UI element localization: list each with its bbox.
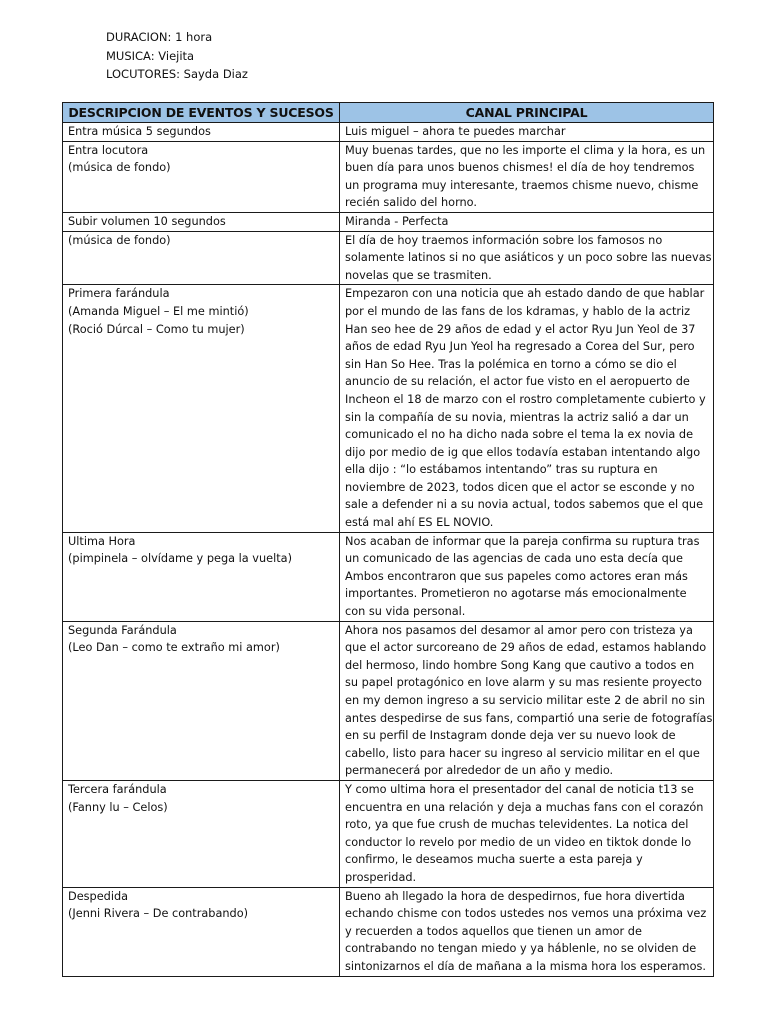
content-text-line: ella dijo : “lo estábamos intentando” tras su ruptura en (345, 463, 658, 477)
content-text-line: Bueno ah llegado la hora de despedirnos, fue hora divertida (345, 889, 685, 903)
event-text-line: (música de fondo) (68, 161, 171, 175)
content-text-line: comunicado el no ha dicho nada sobre el tema la ex novia de (345, 428, 694, 442)
document-header (106, 28, 248, 84)
content-text-line: por el mundo de las fans de los kdramas, y hablo de la actriz (345, 304, 691, 318)
content-text-line: dijo por medio de ig que ellos todavía estaban intentando algo (345, 445, 701, 459)
table-row (63, 141, 714, 212)
table-row (63, 231, 714, 285)
content-text-line: sale a defender ni a su novia actual, todos sabemos que el que (345, 498, 704, 512)
content-text-line: sin Han So Hee. Tras la polémica en torno a cómo se dio el (345, 357, 677, 371)
event-text-line: Primera farándula (68, 287, 170, 301)
table-row (63, 532, 714, 621)
content-text-line: buen día para unos buenos chismes! el día de hoy tendremos (345, 161, 695, 175)
table-header-row (63, 103, 714, 123)
event-cell (63, 285, 340, 532)
event-text-line: (música de fondo) (68, 233, 171, 247)
table-row (63, 212, 714, 231)
event-text-line: (Roció Dúrcal – Como tu mujer) (68, 322, 245, 336)
event-text-line: Despedida (68, 889, 129, 903)
content-text-line: sin la compañía de su novia, mientras la actriz salió a dar un (345, 410, 689, 424)
content-cell (340, 887, 714, 976)
event-cell (63, 887, 340, 976)
content-text-line: Empezaron con una noticia que ah estado dando de que hablar (345, 287, 705, 301)
event-cell (63, 212, 340, 231)
event-text-line: Tercera farándula (68, 782, 167, 796)
content-text-line: importantes. Prometieron no agotarse más emocionalmente (345, 587, 687, 601)
content-text-line: permanecerá por alrededor de un año y medio. (345, 764, 614, 778)
content-text-line: contrabando no tengan miedo y ya háblenle, no se olviden de (345, 942, 697, 956)
content-text-line: en su perfil de Instagram donde deja ver su nuevo look de (345, 729, 676, 743)
column-header-events: DESCRIPCION DE EVENTOS Y SUCESOS (63, 103, 340, 123)
event-text-line: (Amanda Miguel – El me mintió) (68, 304, 249, 318)
column-header-channel: CANAL PRINCIPAL (340, 103, 714, 123)
content-text-line: antes despedirse de sus fans, compartió una serie de fotografías (345, 711, 713, 725)
content-text-line: solamente latinos si no que asiáticos y un poco sobre las nuevas (345, 251, 712, 265)
content-text-line: está mal ahí ES EL NOVIO. (345, 516, 494, 530)
content-text-line: roto, ya que fue crush de muchas televidentes. La notica del (345, 818, 689, 832)
event-cell (63, 780, 340, 887)
content-text-line: novelas que se trasmiten. (345, 268, 492, 282)
table-row (63, 285, 714, 532)
content-text-line: recién salido del horno. (345, 196, 477, 210)
content-text-line: prosperidad. (345, 870, 417, 884)
content-text-line: años de edad Ryu Jun Yeol ha regresado a Corea del Sur, pero (345, 340, 695, 354)
event-text-line: (Leo Dan – como te extraño mi amor) (68, 641, 280, 655)
content-text-line: del hermoso, lindo hombre Song Kang que cautivo a todos en (345, 658, 695, 672)
event-text-line: (pimpinela – olvídame y pega la vuelta) (68, 552, 292, 566)
content-text-line: noviembre de 2023, todos dicen que el actor se esconde y no (345, 480, 695, 494)
content-text-line: un programa muy interesante, traemos chisme nuevo, chisme (345, 178, 699, 192)
content-text-line: que el actor surcoreano de 29 años de edad, estamos hablando (345, 641, 707, 655)
content-text-line: Han seo hee de 29 años de edad y el actor Ryu Jun Yeol de 37 (345, 322, 696, 336)
table-row (63, 887, 714, 976)
content-cell (340, 780, 714, 887)
content-text-line: anuncio de su relación, el actor fue visto en el aeropuerto de (345, 375, 690, 389)
content-text-line: Miranda - Perfecta (345, 214, 449, 228)
content-text-line: Ambos encontraron que sus papeles como actores eran más (345, 569, 688, 583)
content-text-line: Ahora nos pasamos del desamor al amor pero con tristeza ya (345, 623, 693, 637)
table-body (63, 123, 714, 977)
content-text-line: Nos acaban de informar que la pareja confirma su ruptura tras (345, 534, 700, 548)
event-text-line: Entra locutora (68, 143, 149, 157)
event-text-line: Subir volumen 10 segundos (68, 214, 226, 228)
content-cell (340, 123, 714, 142)
event-cell (63, 621, 340, 780)
table-row (63, 621, 714, 780)
content-text-line: en my demon ingreso a su servicio militar este 2 de abril no sin (345, 694, 706, 707)
content-cell (340, 141, 714, 212)
event-text-line: Ultima Hora (68, 534, 136, 548)
content-text-line: Muy buenas tardes, que no les importe el clima y la hora, es un (345, 143, 706, 157)
content-text-line: cabello, listo para hacer su ingreso al servicio militar en el que (345, 746, 700, 760)
event-text-line: (Jenni Rivera – De contrabando) (68, 907, 249, 921)
event-cell (63, 141, 340, 212)
content-text-line: Incheon el 18 de marzo con el rostro completamente cubierto y (345, 392, 706, 406)
content-cell (340, 231, 714, 285)
content-text-line: y recuerden a todos aquellos que tienen un amor de (345, 924, 642, 938)
event-cell (63, 123, 340, 142)
content-text-line: sintonizarnos el día de mañana a la misma hora los esperamos. (345, 959, 706, 973)
content-text-line: Y como ultima hora el presentador del canal de noticia t13 se (345, 782, 694, 796)
event-cell (63, 231, 340, 285)
hosts-line: LOCUTORES: Sayda Diaz (106, 67, 248, 81)
content-cell (340, 212, 714, 231)
script-table (62, 102, 714, 977)
content-text-line: conductor lo revelo por medio de un video en tiktok donde lo (345, 835, 692, 849)
content-text-line: un comunicado de las agencias de cada uno esta decía que (345, 552, 683, 566)
duration-line: DURACION: 1 hora (106, 30, 213, 44)
content-text-line: su papel protagónico en love alarm y su mas resiente proyecto (345, 676, 702, 690)
content-text-line: encuentra en una relación y deja a muchas fans con el corazón (345, 800, 704, 814)
music-line: MUSICA: Viejita (106, 48, 195, 63)
content-cell (340, 532, 714, 621)
content-text-line: echando chisme con todos ustedes nos vemos una próxima vez (345, 907, 707, 921)
table-row (63, 123, 714, 142)
content-cell (340, 621, 714, 780)
event-cell (63, 532, 340, 621)
content-text-line: El día de hoy traemos información sobre los famosos no (345, 233, 663, 247)
content-text-line: con su vida personal. (345, 605, 466, 619)
event-text-line: Segunda Farándula (68, 623, 177, 637)
content-text-line: Luis miguel – ahora te puedes marchar (345, 125, 566, 138)
event-text-line: (Fanny lu – Celos) (68, 800, 168, 814)
event-text-line: Entra música 5 segundos (68, 125, 211, 138)
table-row (63, 780, 714, 887)
content-cell (340, 285, 714, 532)
content-text-line: confirmo, le deseamos mucha suerte a esta pareja y (345, 853, 643, 867)
